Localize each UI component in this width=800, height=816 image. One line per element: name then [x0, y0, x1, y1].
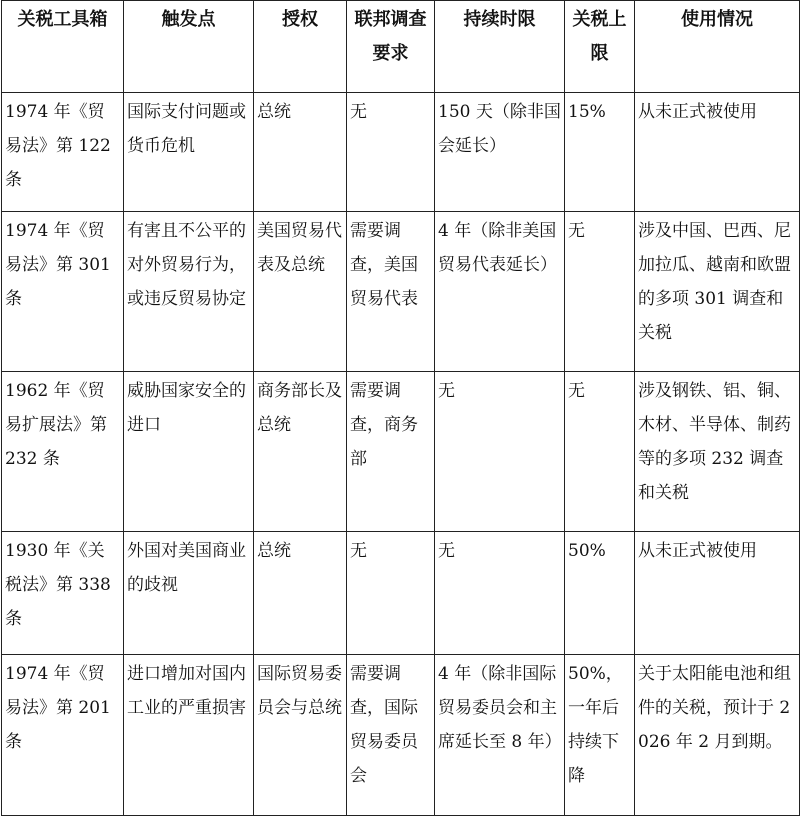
- cell-duration: 无: [435, 372, 565, 532]
- cell-tariff-cap: 无: [565, 372, 635, 532]
- cell-authority: 总统: [254, 93, 347, 212]
- table-row: [2, 655, 800, 816]
- cell-tariff-tool: 1974 年《贸易法》第 301 条: [2, 212, 124, 372]
- cell-tariff-tool: 1962 年《贸易扩展法》第 232 条: [2, 372, 124, 532]
- table-row: [2, 372, 800, 532]
- cell-tariff-tool: 1974 年《贸易法》第 122 条: [2, 93, 124, 212]
- cell-tariff-tool: 1930 年《关税法》第 338 条: [2, 532, 124, 655]
- cell-tariff-cap: 50%: [565, 532, 635, 655]
- cell-duration: 无: [435, 532, 565, 655]
- cell-duration: 150 天（除非国会延长）: [435, 93, 565, 212]
- cell-trigger: 外国对美国商业的歧视: [124, 532, 254, 655]
- cell-usage: 涉及中国、巴西、尼加拉瓜、越南和欧盟的多项 301 调查和关税: [635, 212, 800, 372]
- cell-investigation: 需要调查，美国贸易代表: [347, 212, 435, 372]
- cell-usage: 关于太阳能电池和组件的关税，预计于 2026 年 2 月到期。: [635, 655, 800, 816]
- cell-duration: 4 年（除非美国贸易代表延长）: [435, 212, 565, 372]
- header-cell-tariff-tool: 关税工具箱: [2, 1, 124, 93]
- cell-authority: 商务部长及总统: [254, 372, 347, 532]
- cell-authority: 美国贸易代表及总统: [254, 212, 347, 372]
- cell-tariff-cap: 无: [565, 212, 635, 372]
- cell-trigger: 国际支付问题或货币危机: [124, 93, 254, 212]
- header-cell-authority: 授权: [254, 1, 347, 93]
- cell-investigation: 需要调查，商务部: [347, 372, 435, 532]
- table-row: [2, 93, 800, 212]
- cell-trigger: 威胁国家安全的进口: [124, 372, 254, 532]
- cell-tariff-tool: 1974 年《贸易法》第 201 条: [2, 655, 124, 816]
- cell-investigation: 需要调查，国际贸易委员会: [347, 655, 435, 816]
- cell-tariff-cap: 50%，一年后持续下降: [565, 655, 635, 816]
- cell-authority: 总统: [254, 532, 347, 655]
- header-cell-duration: 持续时限: [435, 1, 565, 93]
- cell-duration: 4 年（除非国际贸易委员会和主席延长至 8 年）: [435, 655, 565, 816]
- cell-authority: 国际贸易委员会与总统: [254, 655, 347, 816]
- cell-trigger: 进口增加对国内工业的严重损害: [124, 655, 254, 816]
- cell-trigger: 有害且不公平的对外贸易行为，或违反贸易协定: [124, 212, 254, 372]
- header-cell-trigger: 触发点: [124, 1, 254, 93]
- cell-investigation: 无: [347, 93, 435, 212]
- header-cell-usage: 使用情况: [635, 1, 800, 93]
- cell-usage: 从未正式被使用: [635, 532, 800, 655]
- cell-usage: 涉及钢铁、铝、铜、木材、半导体、制药等的多项 232 调查和关税: [635, 372, 800, 532]
- cell-investigation: 无: [347, 532, 435, 655]
- cell-usage: 从未正式被使用: [635, 93, 800, 212]
- table-row: [2, 532, 800, 655]
- tariff-tools-table: [1, 0, 800, 816]
- cell-tariff-cap: 15%: [565, 93, 635, 212]
- table-row: [2, 212, 800, 372]
- table-header-row: [2, 1, 800, 93]
- header-cell-tariff-cap: 关税上限: [565, 1, 635, 93]
- header-cell-investigation: 联邦调查要求: [347, 1, 435, 93]
